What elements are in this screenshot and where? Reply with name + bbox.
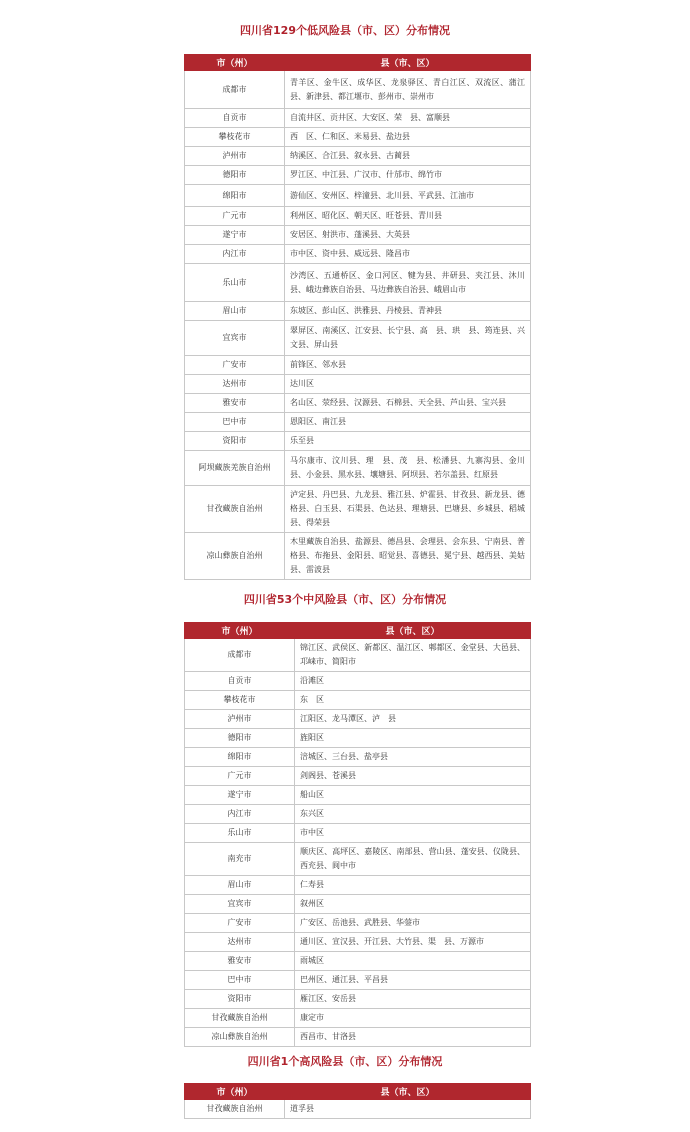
city-cell: 泸州市	[185, 147, 285, 166]
table-row	[185, 109, 531, 128]
table-row	[185, 486, 531, 533]
table-row	[185, 375, 531, 394]
county-cell: 西昌市、甘洛县	[295, 1028, 531, 1047]
county-cell: 江阳区、龙马潭区、泸 县	[295, 710, 531, 729]
county-cell: 恩阳区、南江县	[285, 413, 531, 432]
table-row	[185, 914, 531, 933]
county-cell: 通川区、宣汉县、开江县、大竹县、渠 县、万源市	[295, 933, 531, 952]
city-cell: 内江市	[185, 805, 295, 824]
high-risk-table	[184, 1083, 531, 1119]
city-cell: 达州市	[185, 375, 285, 394]
county-cell: 利州区、昭化区、朝天区、旺苍县、青川县	[285, 207, 531, 226]
low-risk-title: 四川省129个低风险县（市、区）分布情况	[240, 24, 450, 37]
county-cell: 叙州区	[295, 895, 531, 914]
city-cell: 凉山彝族自治州	[185, 1028, 295, 1047]
city-cell: 内江市	[185, 245, 285, 264]
table-row	[185, 147, 531, 166]
county-cell: 市中区	[295, 824, 531, 843]
table-row	[185, 990, 531, 1009]
county-cell: 名山区、荥经县、汉源县、石棉县、天全县、芦山县、宝兴县	[285, 394, 531, 413]
table-row	[185, 71, 531, 109]
table-row	[185, 710, 531, 729]
table-row	[185, 1100, 531, 1119]
table-row	[185, 876, 531, 895]
table-row	[185, 321, 531, 356]
city-cell: 甘孜藏族自治州	[185, 1009, 295, 1028]
county-cell: 罗江区、中江县、广汉市、什邡市、绵竹市	[285, 166, 531, 185]
city-cell: 成都市	[185, 71, 285, 109]
table-row	[185, 639, 531, 672]
city-cell: 甘孜藏族自治州	[185, 486, 285, 533]
table-row	[185, 1028, 531, 1047]
medium-risk-table	[184, 622, 531, 1047]
table-row	[185, 843, 531, 876]
table-row	[185, 226, 531, 245]
table-row	[185, 128, 531, 147]
table-row	[185, 767, 531, 786]
county-cell: 仁寿县	[295, 876, 531, 895]
county-cell: 游仙区、安州区、梓潼县、北川县、平武县、江油市	[285, 185, 531, 207]
city-cell: 甘孜藏族自治州	[185, 1100, 285, 1119]
county-cell: 青羊区、金牛区、成华区、龙泉驿区、青白江区、双流区、蒲江县、新津县、都江堰市、彭州市、崇州市	[285, 71, 531, 109]
table-row	[185, 952, 531, 971]
table-row	[185, 971, 531, 990]
county-cell: 顺庆区、高坪区、嘉陵区、南部县、营山县、蓬安县、仪陇县、西充县、阆中市	[295, 843, 531, 876]
city-cell: 眉山市	[185, 302, 285, 321]
table-row	[185, 786, 531, 805]
county-cell: 泸定县、丹巴县、九龙县、雅江县、炉霍县、甘孜县、新龙县、德格县、白玉县、石渠县、色达县、理塘县、巴塘县、乡城县、稻城县、得荣县	[285, 486, 531, 533]
city-cell: 宜宾市	[185, 321, 285, 356]
county-cell: 马尔康市、汶川县、理 县、茂 县、松潘县、九寨沟县、金川县、小金县、黑水县、壤塘县、阿坝县、若尔盖县、红原县	[285, 451, 531, 486]
table-row	[185, 356, 531, 375]
table-row	[185, 691, 531, 710]
table-row	[185, 264, 531, 302]
county-cell: 市中区、资中县、威远县、隆昌市	[285, 245, 531, 264]
city-cell: 遂宁市	[185, 786, 295, 805]
city-cell: 巴中市	[185, 413, 285, 432]
medium-risk-title: 四川省53个中风险县（市、区）分布情况	[243, 593, 447, 606]
city-cell: 眉山市	[185, 876, 295, 895]
table-row	[185, 933, 531, 952]
table-row	[185, 748, 531, 767]
county-cell: 雁江区、安岳县	[295, 990, 531, 1009]
city-cell: 德阳市	[185, 729, 295, 748]
table-row	[185, 895, 531, 914]
city-cell: 泸州市	[185, 710, 295, 729]
table-row	[185, 413, 531, 432]
table-row	[185, 302, 531, 321]
header-county: 县（市、区）	[295, 623, 531, 639]
table-row	[185, 729, 531, 748]
county-cell: 自流井区、贡井区、大安区、荣 县、富顺县	[285, 109, 531, 128]
county-cell: 涪城区、三台县、盐亭县	[295, 748, 531, 767]
city-cell: 绵阳市	[185, 748, 295, 767]
county-cell: 纳溪区、合江县、叙永县、古蔺县	[285, 147, 531, 166]
county-cell: 翠屏区、南溪区、江安县、长宁县、高 县、珙 县、筠连县、兴文县、屏山县	[285, 321, 531, 356]
city-cell: 宜宾市	[185, 895, 295, 914]
county-cell: 雨城区	[295, 952, 531, 971]
table-row	[185, 185, 531, 207]
table-header-row	[185, 55, 531, 71]
table-row	[185, 805, 531, 824]
city-cell: 遂宁市	[185, 226, 285, 245]
low-risk-table	[184, 54, 531, 580]
county-cell: 乐至县	[285, 432, 531, 451]
city-cell: 广元市	[185, 207, 285, 226]
header-city: 市（州）	[185, 55, 285, 71]
county-cell: 东坡区、彭山区、洪雅县、丹棱县、青神县	[285, 302, 531, 321]
header-city: 市（州）	[185, 623, 295, 639]
header-county: 县（市、区）	[285, 55, 531, 71]
high-risk-title: 四川省1个高风险县（市、区）分布情况	[247, 1055, 443, 1068]
city-cell: 巴中市	[185, 971, 295, 990]
county-cell: 巴州区、通江县、平昌县	[295, 971, 531, 990]
table-row	[185, 432, 531, 451]
table-header-row	[185, 1084, 531, 1100]
table-row	[185, 394, 531, 413]
table-row	[185, 451, 531, 486]
table-row	[185, 166, 531, 185]
city-cell: 绵阳市	[185, 185, 285, 207]
table-header-row	[185, 623, 531, 639]
county-cell: 东兴区	[295, 805, 531, 824]
city-cell: 自贡市	[185, 672, 295, 691]
city-cell: 广安市	[185, 356, 285, 375]
city-cell: 资阳市	[185, 432, 285, 451]
city-cell: 攀枝花市	[185, 128, 285, 147]
table-row	[185, 533, 531, 580]
county-cell: 剑阁县、苍溪县	[295, 767, 531, 786]
city-cell: 资阳市	[185, 990, 295, 1009]
city-cell: 阿坝藏族羌族自治州	[185, 451, 285, 486]
city-cell: 雅安市	[185, 394, 285, 413]
city-cell: 乐山市	[185, 824, 295, 843]
county-cell: 木里藏族自治县、盐源县、德昌县、会理县、会东县、宁南县、普格县、布拖县、金阳县、昭觉县、喜德县、冕宁县、越西县、美姑县、雷波县	[285, 533, 531, 580]
county-cell: 船山区	[295, 786, 531, 805]
city-cell: 雅安市	[185, 952, 295, 971]
city-cell: 达州市	[185, 933, 295, 952]
city-cell: 南充市	[185, 843, 295, 876]
header-county: 县（市、区）	[285, 1084, 531, 1100]
county-cell: 沙湾区、五通桥区、金口河区、犍为县、井研县、夹江县、沐川县、峨边彝族自治县、马边彝族自治县、峨眉山市	[285, 264, 531, 302]
header-city: 市（州）	[185, 1084, 285, 1100]
county-cell: 达川区	[285, 375, 531, 394]
county-cell: 康定市	[295, 1009, 531, 1028]
city-cell: 自贡市	[185, 109, 285, 128]
county-cell: 旌阳区	[295, 729, 531, 748]
table-row	[185, 824, 531, 843]
city-cell: 广安市	[185, 914, 295, 933]
table-row	[185, 672, 531, 691]
city-cell: 乐山市	[185, 264, 285, 302]
county-cell: 东 区	[295, 691, 531, 710]
county-cell: 道孚县	[285, 1100, 531, 1119]
table-row	[185, 207, 531, 226]
table-row	[185, 1009, 531, 1028]
county-cell: 沿滩区	[295, 672, 531, 691]
county-cell: 安居区、射洪市、蓬溪县、大英县	[285, 226, 531, 245]
county-cell: 锦江区、武侯区、新都区、温江区、郫都区、金堂县、大邑县、邛崃市、简阳市	[295, 639, 531, 672]
city-cell: 广元市	[185, 767, 295, 786]
county-cell: 西 区、仁和区、米易县、盐边县	[285, 128, 531, 147]
city-cell: 凉山彝族自治州	[185, 533, 285, 580]
city-cell: 攀枝花市	[185, 691, 295, 710]
county-cell: 前锋区、邻水县	[285, 356, 531, 375]
county-cell: 广安区、岳池县、武胜县、华蓥市	[295, 914, 531, 933]
city-cell: 成都市	[185, 639, 295, 672]
table-row	[185, 245, 531, 264]
city-cell: 德阳市	[185, 166, 285, 185]
